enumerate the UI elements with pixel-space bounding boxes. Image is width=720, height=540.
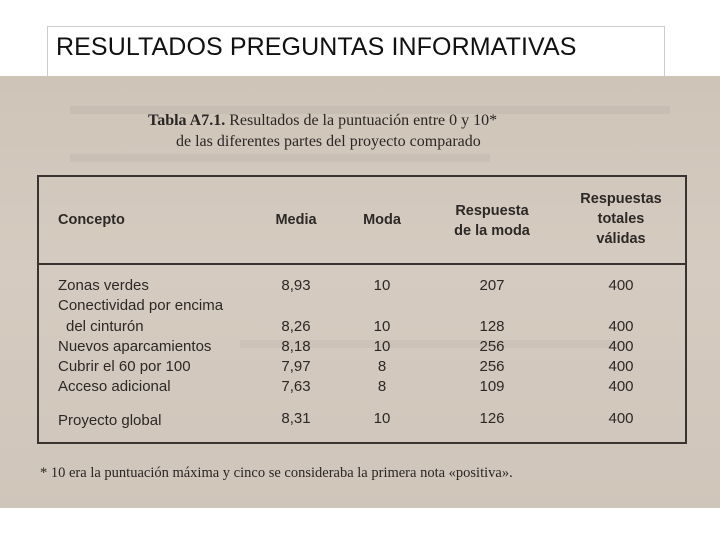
table-cell-media: 7,63 [281, 378, 311, 395]
table-cell-moda: 10 [373, 410, 391, 427]
header-respuesta-moda-line2: de la moda [454, 223, 530, 239]
table-cell-totales: 400 [608, 410, 634, 427]
header-totales-line1: Respuestas [580, 191, 662, 207]
table-cell-media: 7,97 [281, 358, 311, 375]
table-cell-moda: 10 [373, 318, 391, 335]
table-cell-totales: 400 [608, 378, 634, 395]
table-cell-media: 8,26 [281, 318, 311, 335]
table-cell-moda: 10 [373, 277, 391, 294]
header-divider [39, 263, 685, 265]
table-cell-respuesta: 126 [479, 410, 505, 427]
table-cell-concepto: Conectividad por encima [58, 297, 224, 314]
table-cell-concepto: Nuevos aparcamientos [58, 338, 212, 355]
scanned-table-image [0, 76, 720, 508]
table-cell-media: 8,93 [281, 277, 311, 294]
table-cell-moda: 8 [377, 378, 387, 395]
table-cell-media: 8,18 [281, 338, 311, 355]
caption-label: Tabla A7.1. [148, 112, 226, 129]
table-cell-totales: 400 [608, 358, 634, 375]
table-cell-respuesta: 256 [479, 358, 505, 375]
bleed-through [70, 154, 490, 172]
header-concepto: Concepto [58, 212, 125, 228]
caption-line1: Resultados de la puntuación entre 0 y 10* [229, 112, 498, 129]
header-totales-line3: válidas [596, 231, 646, 247]
table-cell-moda: 10 [373, 338, 391, 355]
header-respuestas-totales [569, 189, 673, 249]
table-cell-respuesta: 207 [479, 277, 505, 294]
slide-title: RESULTADOS PREGUNTAS INFORMATIVAS [56, 33, 577, 61]
table-cell-concepto: Zonas verdes [58, 277, 149, 294]
table-footnote: * 10 era la puntuación máxima y cinco se consideraba la primera nota «positiva». [40, 465, 513, 481]
table-cell-totales: 400 [608, 318, 634, 335]
caption-line2: de las diferentes partes del proyecto comparado [176, 133, 481, 150]
header-respuesta-moda [437, 201, 547, 241]
table-cell-concepto: Acceso adicional [58, 378, 171, 395]
header-moda: Moda [363, 212, 401, 228]
table-cell-respuesta: 256 [479, 338, 505, 355]
table-cell-media: 8,31 [281, 410, 311, 427]
table-cell-moda: 8 [377, 358, 387, 375]
table-cell-respuesta: 128 [479, 318, 505, 335]
table-cell-totales: 400 [608, 338, 634, 355]
header-totales-line2: totales [597, 211, 645, 227]
table-cell-concepto: Proyecto global [58, 412, 162, 429]
header-respuesta-moda-line1: Respuesta [455, 203, 529, 219]
table-caption [148, 112, 497, 130]
table-cell-concepto-cont: del cinturón [66, 318, 144, 335]
table-cell-totales: 400 [608, 277, 634, 294]
table-cell-concepto: Cubrir el 60 por 100 [58, 358, 191, 375]
data-table [37, 175, 687, 444]
table-cell-respuesta: 109 [479, 378, 505, 395]
header-media: Media [275, 212, 317, 228]
